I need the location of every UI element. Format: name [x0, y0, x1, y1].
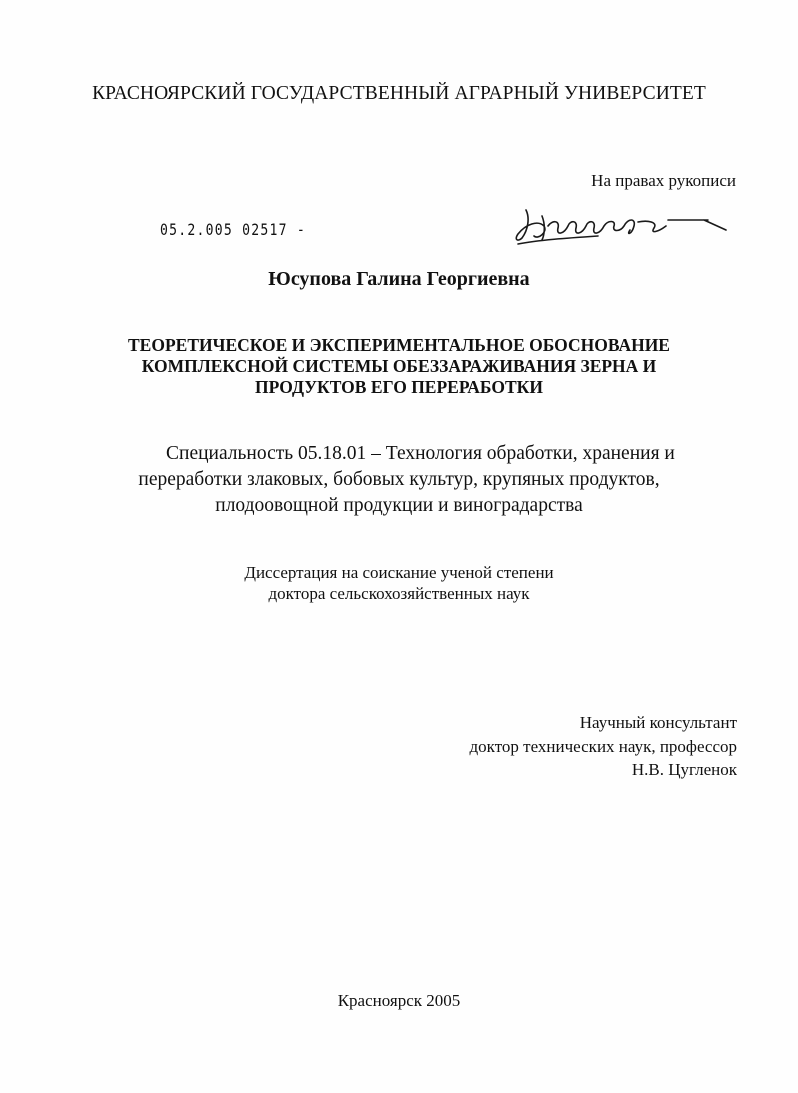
specialty-line-3: плодоовощной продукции и виноградарства: [215, 495, 583, 516]
signature-stroke: [516, 210, 726, 244]
dissertation-line-2: доктора сельскохозяйственных наук: [268, 584, 530, 603]
author-name: Юсупова Галина Георгиевна: [268, 268, 530, 290]
specialty-line-2: переработки злаковых, бобовых культур, крупяных продуктов,: [138, 469, 660, 490]
specialty-line-1: Специальность 05.18.01 – Технология обработки, хранения и: [166, 443, 675, 464]
advisor-role: Научный консультант: [579, 713, 737, 732]
thesis-title-line-2: КОМПЛЕКСНОЙ СИСТЕМЫ ОБЕЗЗАРАЖИВАНИЯ ЗЕРНА И: [141, 356, 657, 376]
advisor-degree: доктор технических наук, профессор: [469, 737, 737, 756]
signature-image: [508, 196, 738, 256]
dissertation-line-1: Диссертация на соискание ученой степени: [244, 563, 554, 582]
archive-stamp: 05.2.005 02517 -: [160, 220, 307, 239]
thesis-title-line-3: ПРОДУКТОВ ЕГО ПЕРЕРАБОТКИ: [255, 377, 543, 397]
university-name: КРАСНОЯРСКИЙ ГОСУДАРСТВЕННЫЙ АГРАРНЫЙ УНИВЕРСИТЕТ: [92, 83, 706, 104]
city-year: Красноярск 2005: [337, 991, 461, 1010]
thesis-title-line-1: ТЕОРЕТИЧЕСКОЕ И ЭКСПЕРИМЕНТАЛЬНОЕ ОБОСНОВАНИЕ: [128, 335, 670, 355]
manuscript-note: На правах рукописи: [591, 171, 736, 190]
advisor-name: Н.В. Цугленок: [631, 760, 737, 779]
